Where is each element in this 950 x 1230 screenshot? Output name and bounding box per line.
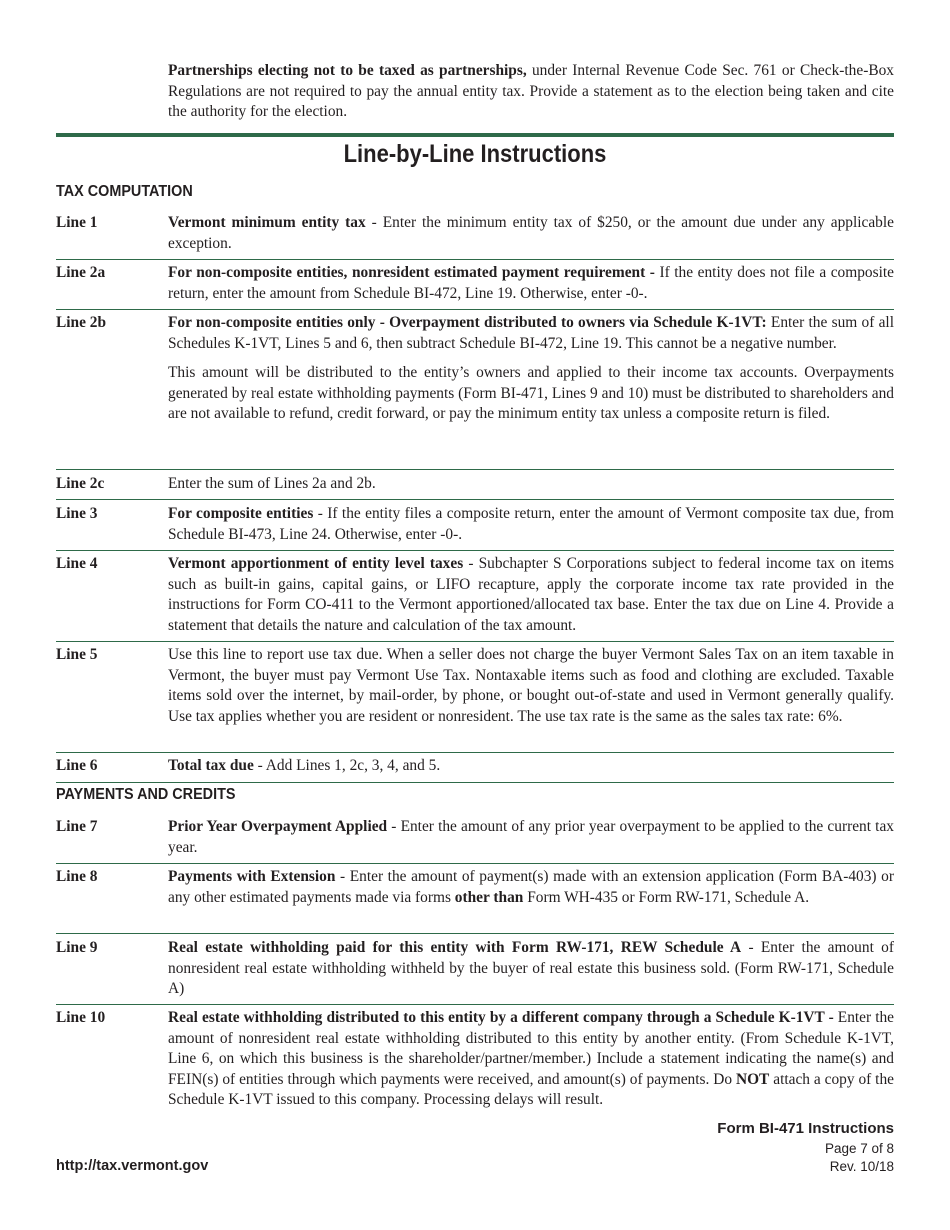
line-label: Line 7 <box>56 818 98 835</box>
row-divider <box>56 469 894 470</box>
line-body: Use this line to report use tax due. When a seller does not charge the buyer Vermont Sales Tax on an item taxable in Vermont, the buyer must pay Vermont Use Tax. Nontaxable items such as food and clothing are excluded. Taxable items sold over the internet, by mail-order, by phone, or bought out-of-state and used in Vermont generally qualify. Use tax applies whether you are resident or nonresident. The use tax rate is the same as the sales tax rate: 6%. <box>168 646 894 725</box>
footer-website-link[interactable]: http://tax.vermont.gov <box>56 1158 209 1174</box>
line-label: Line 9 <box>56 939 98 956</box>
line-label: Line 2c <box>56 475 105 492</box>
header-rule <box>56 133 894 137</box>
row-divider <box>56 933 894 934</box>
line-text <box>168 263 894 304</box>
line-body: Enter the amount of nonresident real estate withholding distributed to this entity by another entity. (From Schedule K-1VT, Line 6, on which this business is the shareholder/partner/member.) Include a statement indicating the name(s) and FEIN(s) of entities through which payments were received, and amount(s) of payments. Do <box>168 1009 895 1088</box>
line-text <box>168 504 894 545</box>
line-label: Line 1 <box>56 214 98 231</box>
line-body: - If the entity files a composite return, enter the amount of Vermont composite tax due, from Schedule BI-473, Line 24. Otherwise, enter -0-. <box>168 505 894 543</box>
line-text <box>168 817 894 858</box>
line-body: If the entity does not file a composite return, enter the amount from Schedule BI-472, Line 19. Otherwise, enter -0-. <box>168 264 894 302</box>
line-body: Enter the sum of all Schedules K-1VT, Lines 5 and 6, then subtract Schedule BI-472, Line 19. This cannot be a negative number. <box>168 314 894 352</box>
line-body: - Subchapter S Corporations subject to federal income tax on items such as built-in gains, capital gains, or LIFO recapture, apply the corporate income tax rate provided in the instructions for Form CO-411 to the Vermont apportioned/allocated tax base. Enter the tax due on Line 4. Provide a statement that details the nature and calculation of the tax amount. <box>168 555 894 634</box>
line-label: Line 2b <box>56 314 107 331</box>
line-text <box>168 213 894 254</box>
line-label: Line 10 <box>56 1009 106 1026</box>
row-divider <box>56 641 894 642</box>
line-body-2: Form WH-435 or Form RW-171, Schedule A. <box>523 888 810 906</box>
line-text <box>168 554 894 636</box>
line-body: - Enter the amount of nonresident real estate withholding withheld by the buyer of real estate this business sold. (Form RW-171, Schedule A) <box>168 939 894 998</box>
line-label: Line 4 <box>56 555 98 572</box>
line-text <box>168 867 894 908</box>
row-divider <box>56 782 894 783</box>
section-payments-and-credits: PAYMENTS AND CREDITS <box>56 786 236 803</box>
line-body: - Enter the amount of payment(s) made with an extension application (Form BA-403) or any other estimated payments made via forms <box>168 868 894 906</box>
line-label: Line 2a <box>56 264 106 281</box>
line-body: Enter the sum of Lines 2a and 2b. <box>168 475 376 492</box>
line-bold: For composite entities <box>168 505 314 522</box>
section-tax-computation: TAX COMPUTATION <box>56 183 193 200</box>
line-bold: Real estate withholding distributed to this entity by a different company through a Schedule K-1VT - <box>168 1009 834 1026</box>
line-bold: Total tax due <box>168 757 254 774</box>
line-label: Line 5 <box>56 646 98 663</box>
row-divider <box>56 499 894 500</box>
line-bold: Payments with Extension <box>168 868 336 885</box>
line-bold: Prior Year Overpayment Applied <box>168 818 388 835</box>
line-label: Line 8 <box>56 868 98 885</box>
line-2b-paragraph-2: This amount will be distributed to the entity’s owners and applied to their income tax accounts. Overpayments generated by real estate withholding payments (Form BI-471, Lines 9 and 10) must be distributed to shareholders and are not available to refund, credit forward, or pay the minimum entity tax unless a composite return is filed. <box>168 364 894 423</box>
intro-text: under Internal Revenue Code Sec. 761 or Check-the-Box Regulations are not required to pay the annual entity tax. Provide a statement as to the election being taken and cite the authority for the election. <box>168 62 894 121</box>
row-divider <box>56 550 894 551</box>
row-divider <box>56 752 894 753</box>
line-body: - Enter the minimum entity tax of $250, or the amount due under any applicable exception. <box>168 214 894 252</box>
line-label: Line 3 <box>56 505 98 522</box>
intro-paragraph <box>168 61 894 123</box>
line-bold-2: NOT <box>735 1070 770 1088</box>
line-text <box>168 1008 894 1111</box>
row-divider <box>56 309 894 310</box>
line-bold: Real estate withholding paid for this entity with Form RW-171, REW Schedule A <box>168 939 742 956</box>
line-body-2: attach a copy of the Schedule K-1VT issued to this company. Processing delays will result. <box>168 1070 894 1109</box>
row-divider <box>56 863 894 864</box>
line-body: - Enter the amount of any prior year overpayment to be applied to the current tax year. <box>168 818 894 856</box>
footer-revision: Rev. 10/18 <box>829 1159 894 1174</box>
line-bold: Vermont minimum entity tax <box>168 214 366 231</box>
page-title: Line-by-Line Instructions <box>343 140 607 168</box>
row-divider <box>56 259 894 260</box>
footer-form-name: Form BI-471 Instructions <box>717 1120 894 1137</box>
line-bold: For non-composite entities, nonresident estimated payment requirement - <box>168 264 655 281</box>
intro-bold: Partnerships electing not to be taxed as partnerships, <box>168 62 527 79</box>
line-label: Line 6 <box>56 757 98 774</box>
line-text <box>168 938 894 1000</box>
line-body: - Add Lines 1, 2c, 3, 4, and 5. <box>253 757 441 774</box>
line-text <box>168 756 894 777</box>
footer-page-number: Page 7 of 8 <box>824 1141 894 1156</box>
line-bold-2: other than <box>454 888 524 906</box>
line-text <box>168 313 894 425</box>
row-divider <box>56 1004 894 1005</box>
line-bold: Vermont apportionment of entity level taxes <box>168 555 464 572</box>
line-bold: For non-composite entities only - Overpayment distributed to owners via Schedule K-1VT: <box>168 314 767 331</box>
